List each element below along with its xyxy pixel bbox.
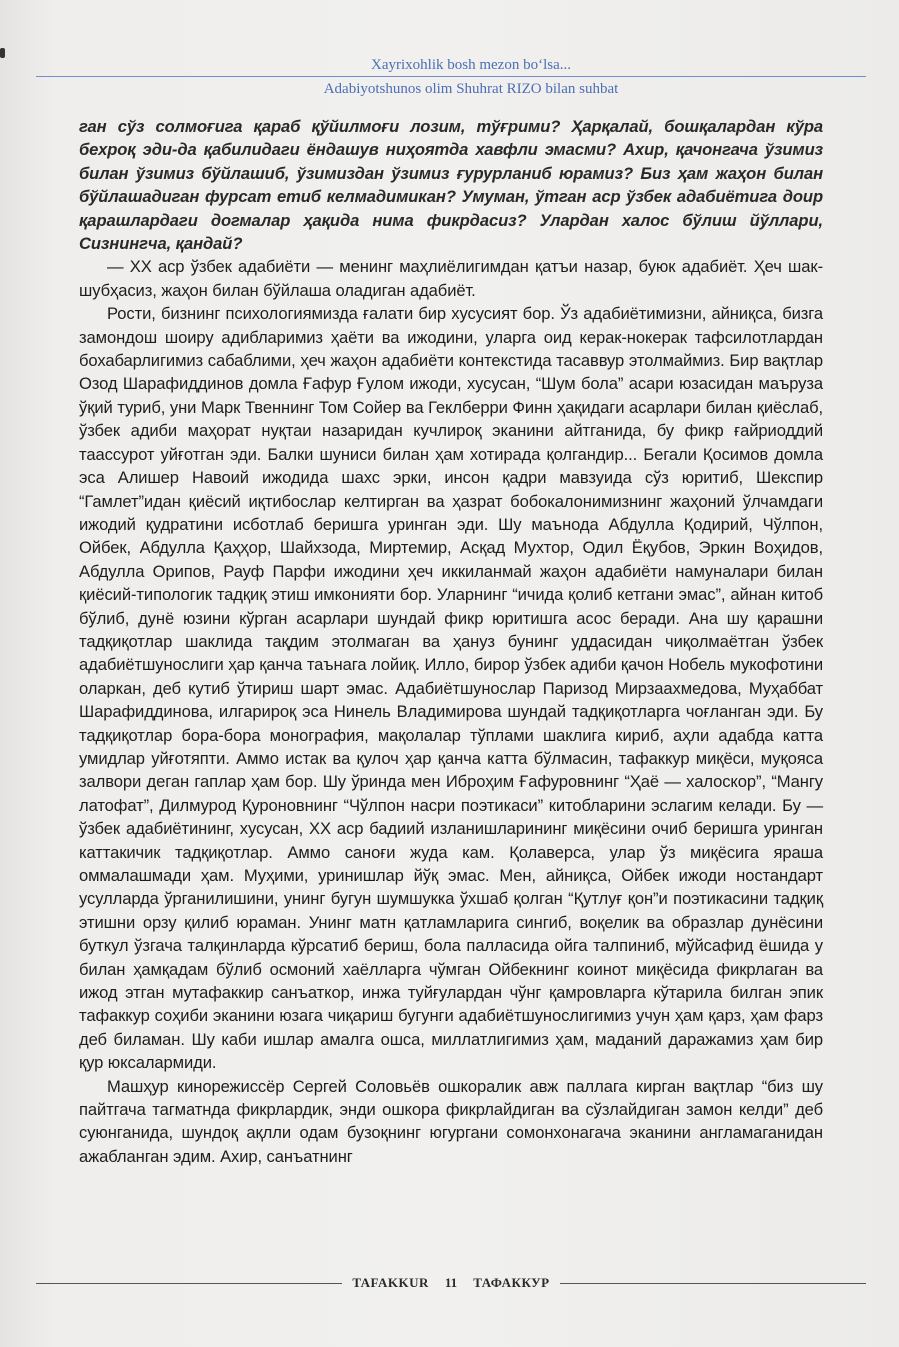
footer-rule-right (560, 1283, 866, 1284)
footer-magazine-cyrillic: ТАФАККУР (473, 1275, 550, 1290)
footer-rule-left (36, 1283, 342, 1284)
binding-mark (0, 48, 5, 58)
header-title: Xayrixohlik bosh mezon bo‘lsa... (371, 57, 571, 73)
running-header (36, 55, 866, 99)
page-footer (36, 1273, 866, 1293)
article-body (79, 115, 823, 1168)
header-subtitle: Adabiyotshunos olim Shuhrat RIZO bilan suhbat (323, 81, 619, 97)
body-paragraph: Машҳур кинорежиссёр Сергей Соловьёв ошкоралик авж паллага кирган вақтлар “биз шу пайтгача тагматнда фикрлардик, энди ошкора фикрлайдиган ва сўзлайдиган замон келди” деб суюнганида, шундоқ ақлли одам бузоқнинг югургани сомонхонагача эканини англамаганидан ажабланган эдим. Ахир, санъатнинг (79, 1076, 823, 1166)
answer-paragraph: — XX аср ўзбек адабиёти — менинг маҳлиёлигимдан қатъи назар, буюк адабиёт. Ҳеч шак-шубҳасиз, жаҳон билан бўйлаша оладиган адабиёт. (79, 257, 823, 300)
page-number: 11 (444, 1275, 458, 1290)
interview-question: ган сўз солмоғига қараб қўйилмоғи лозим, тўғрими? Ҳарқалай, бошқалардан кўра бехроқ эди-да қабилидаги ёндашув ниҳоятда хавфли эмасми? Ахир, қачонгача ўзимиз билан ўзимиз бўйлашиб, ўзимиздан ўзимиз ғурурланиб юрамиз? Биз ҳам жаҳон билан бўйлашадиган фурсат етиб келмадимикан? Умуман, ўтган аср ўзбек адабиётига доир қарашлардаги догмалар ҳақида нима фикрдасиз? Улардан халос бўлиш йўллари, Сизнингча, қандай? (79, 117, 823, 254)
body-paragraph: Рости, бизнинг психологиямизда ғалати бир хусусият бор. Ўз адабиётимизни, айниқса, бизга замондош шоиру адибларимиз ҳаёти ва ижодини, уларга оид керак-нокерак тафсилотлардан бохабарлигимиз сабаблими, ҳеч жаҳон адабиёти контекстида тасаввур этолмаймиз. Бир вақтлар Озод Шарафиддинов домла Ғафур Ғулом ижоди, хусусан, “Шум бола” асари юзасидан маъруза ўқий туриб, уни Марк Твеннинг Том Сойер ва Геклберри Финн ҳақидаги асарлари билан қиёслаб, ўзбек адиби маҳорат нуқтаи назаридан кучлироқ эканини айтганида, бу фикр ғайриоддий таассурот уйғотган эди. Балки шуниси билан ҳам хотирада қолгандир... Бегали Қосимов домла эса Алишер Навоий ижодида шахс эрки, инсон қадри мавзуида сўз юритиб, Шекспир “Гамлет”идан қиёсий иқтибослар келтирган ва ҳазрат бобокалонимизнинг жаҳоний ўлчамдаги ижодий қудратини исботлаб беришга уринган эди. Шу маънода Абдулла Қодирий, Чўлпон, Ойбек, Абдулла Қаҳҳор, Шайхзода, Миртемир, Асқад Мухтор, Одил Ёқубов, Эркин Воҳидов, Абдулла Орипов, Рауф Парфи ижодини ҳеч иккиланмай жаҳон адабиёти намуналари билан қиёсий-типологик тадқиқ этиш имконияти бор. Уларнинг “ичида қолиб кетгани эмас”, айнан китоб бўлиб, дунё юзини кўрган асарлари шундай фикр юритишга асос беради. Ана шу қарашни тадқиқотлар шаклида тақдим этолмаган ва ҳануз бунинг уддасидан чиқолмаётган ўзбек адабиётшунослиги ҳар қанча таънага лойиқ. Илло, бирор ўзбек адиби қачон Нобель мукофотини оларкан, деб кутиб ўтириш шарт эмас. Адабиётшунослар Паризод Мирзаахмедова, Муҳаббат Шарафиддинова, илгарироқ эса Нинель Владимирова шундай тадқиқотларга чоғланган эди. Бу тадқиқотлар бора-бора монография, мақолалар тўплами шаклига кириб, аҳли адабда катта умидлар уйғотяпти. Аммо истак ва қулоч ҳар қанча катта бўлмасин, тафаккур миқёси, муқояса залвори деган гаплар ҳам бор. Шу ўринда мен Иброҳим Ғафуровнинг “Ҳаё — халоскор”, “Мангу латофат”, Дилмурод Қуроновнинг “Чўлпон насри поэтикаси” китобларини эслагим келади. Бу — ўзбек адабиётининг, хусусан, XX аср бадиий изланишларининг миқёсини очиб беришга уринган каттакичик тадқиқотлар. Аммо саноғи жуда кам. Қолаверса, улар ўз миқёсига яраша оммалашмади ҳам. Муҳими, уринишлар йўқ эмас. Мен, айниқса, Ойбек ижоди ностандарт усулларда ўрганилишини, унинг бугун шумшукка ўхшаб қолган “Қутлуғ қон”и поэтикасини тадқиқ этишни орзу қилиб юраман. Унинг матн қатламларига сингиб, воқелик ва образлар дунёсини буткул ўзгача талқинларда кўрсатиб бериш, бола палласида ойга талпиниб, мўйсафид ёшида у билан ҳамқадам бўлиб осмоний хаёлларга чўмган Ойбекнинг коинот миқёсида фикрлаган ва ижод этган мутафаккир санъаткор, инжа туйғулардан чўнг қамровларга кўтарила билган эпик тафаккур соҳиби эканини юзага чиқариш бугунги адабиётшунослигимиз учун ҳам қарз, ҳам фарз деб биламан. Шу каби ишлар амалга ошса, миллатлигимиз ҳам, маданий даражамиз ҳам бир қур юксалармиди. (79, 304, 823, 1073)
header-rule (36, 76, 866, 77)
footer-magazine-latin: TAFAKKUR (352, 1275, 429, 1290)
